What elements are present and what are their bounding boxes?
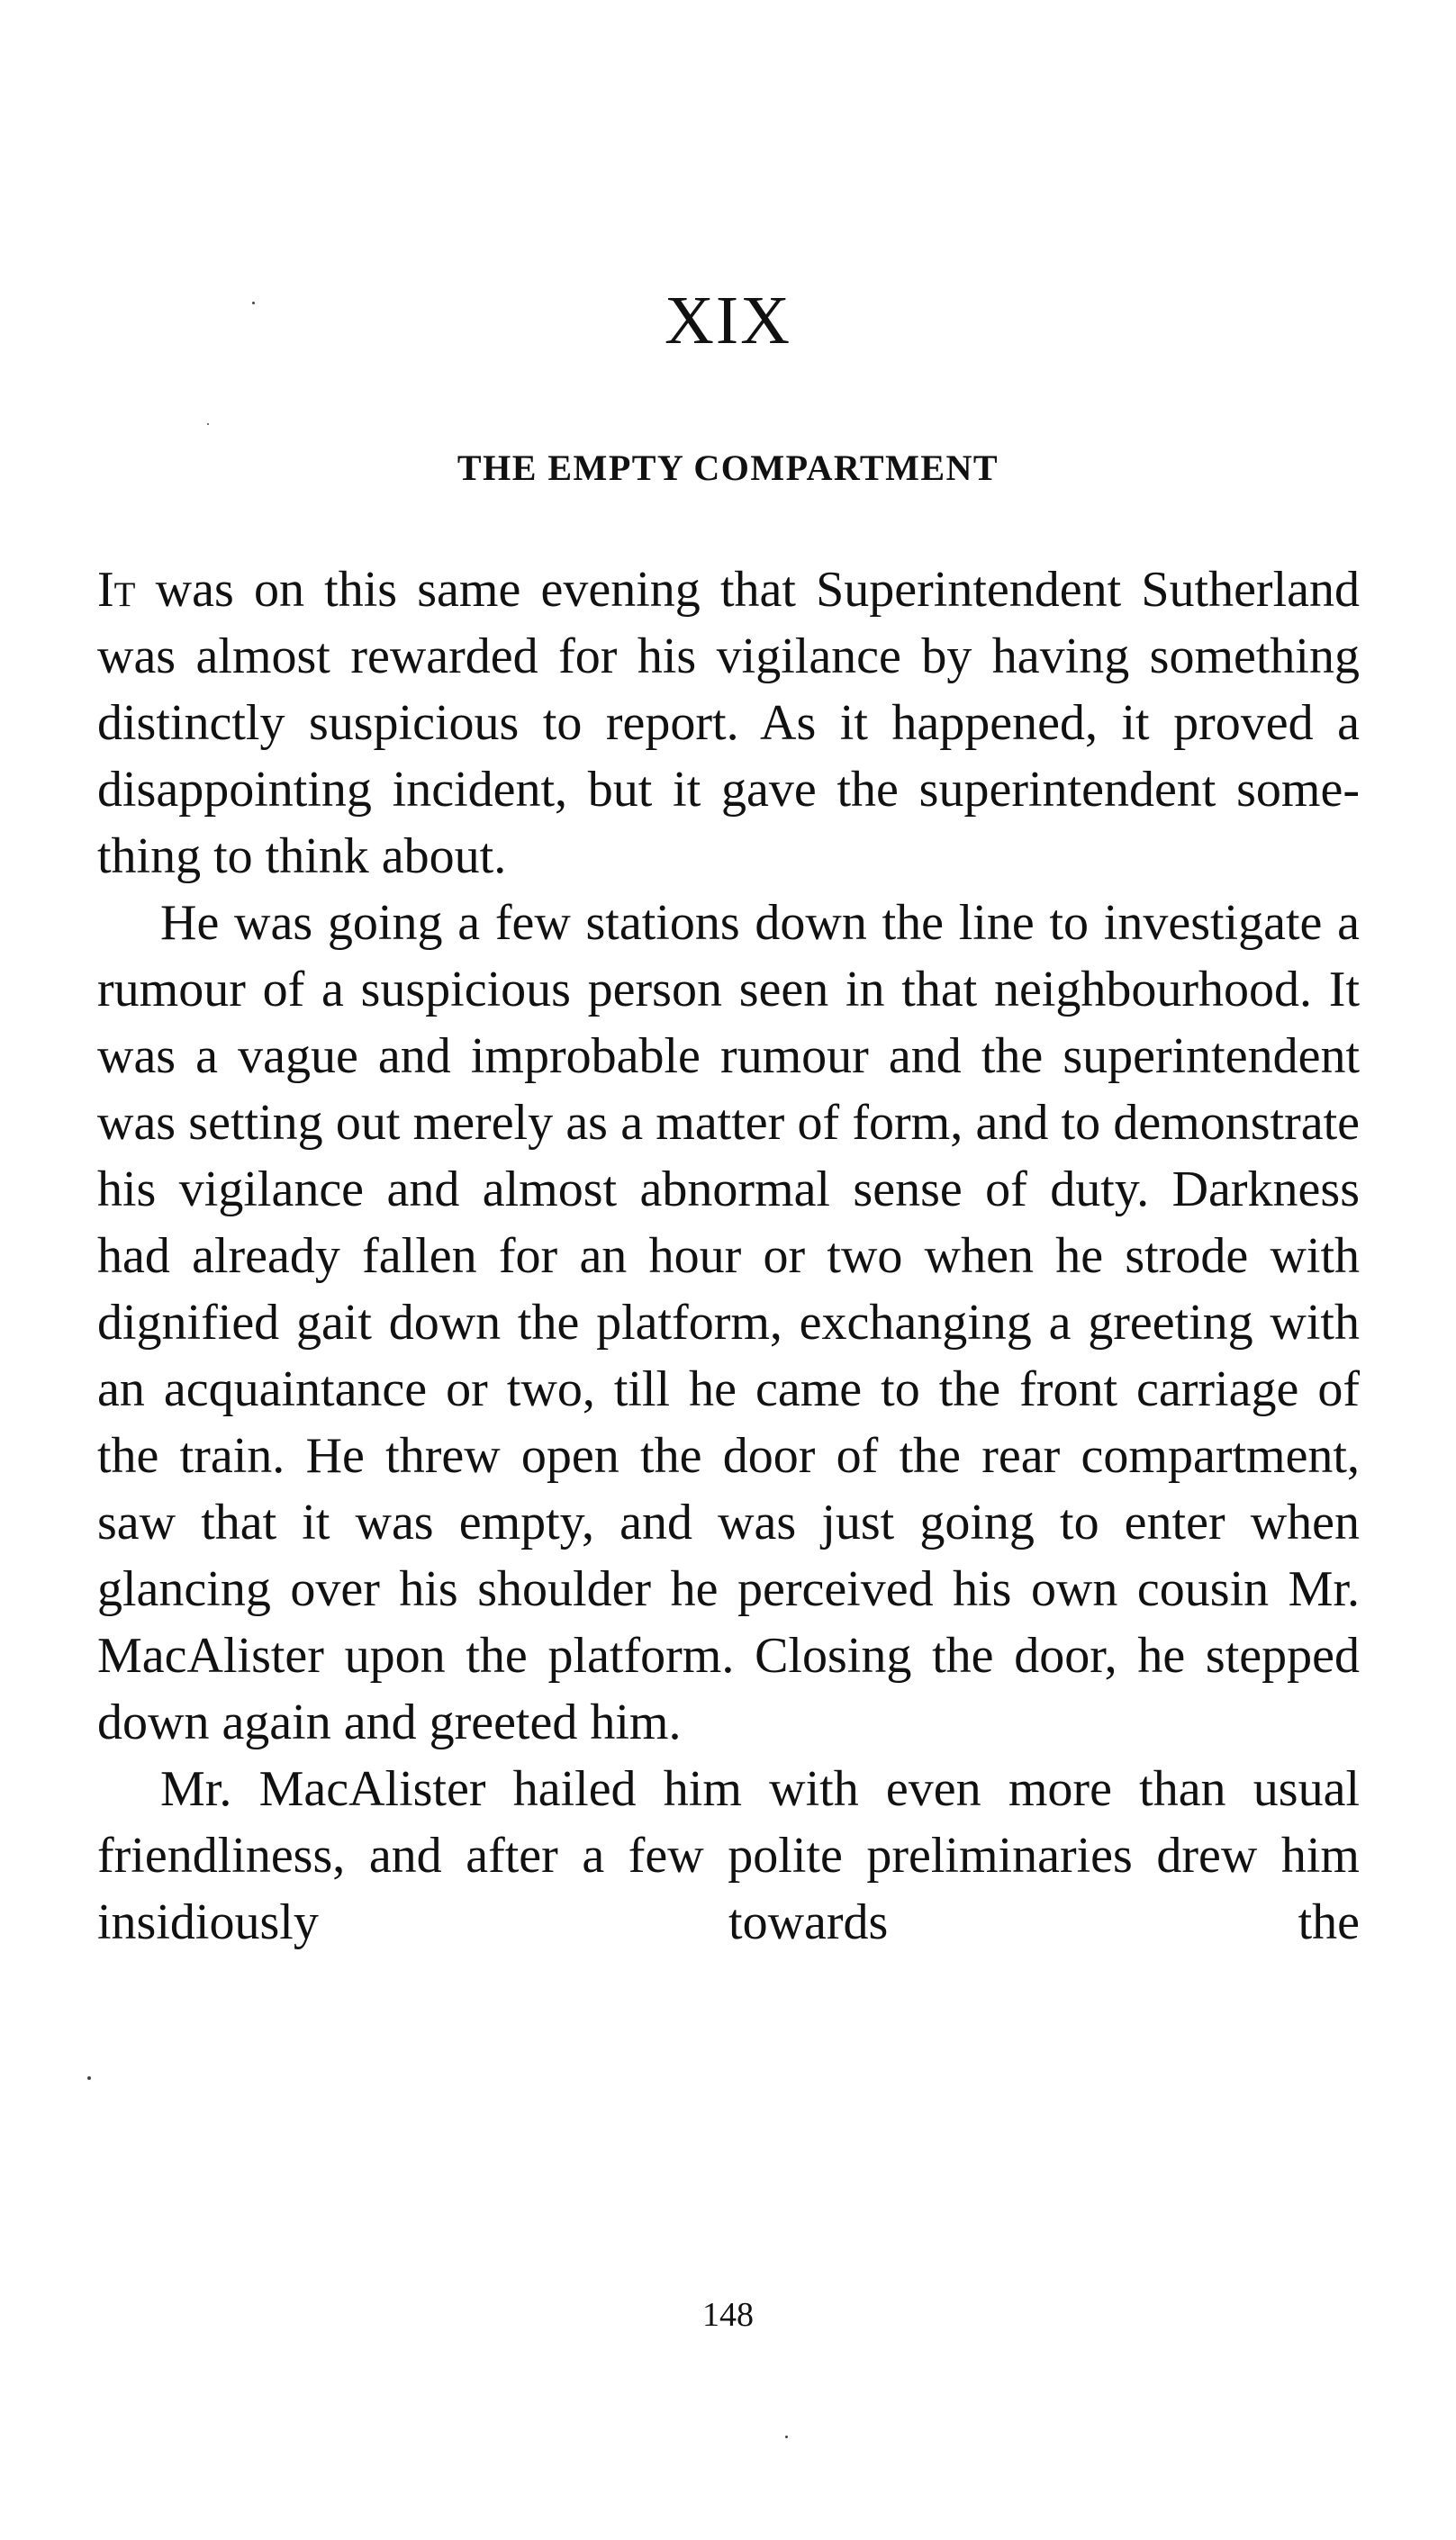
paragraph-lead-word: It — [97, 562, 136, 618]
paragraph-1-text: was on this same evening that Superintendent Sutherland was almost rewarded for his vigilance by having something distinctly suspicious to report. As it happened, it proved a disappointing incident, but it gave the superintendent something to think about. — [97, 562, 1360, 884]
chapter-title: THE EMPTY COMPARTMENT — [457, 447, 999, 488]
paragraph-1 — [97, 556, 1360, 890]
scan-speck — [207, 423, 209, 425]
scan-speck — [785, 2436, 788, 2438]
paragraph-3: Mr. MacAlister hailed him with even more than usual friendliness, and after a few polite preliminaries drew him insidiously towards the — [97, 1761, 1360, 1950]
paragraph-2: He was going a few stations down the line to investigate a rumour of a suspicious person seen in that neighbourhood. It was a vague and improbable rumour and the superintendent was setting out merely as a matter of form, and to demonstrate his vigilance and almost abnormal sense of duty. Darkness had already fallen for an hour or two when he strode with dignified gait down the platform, exchanging a greeting with an acquaintance or two, till he came to the front carriage of the train. He threw open the door of the rear compartment, saw that it was empty, and was just going to enter when glancing over his shoulder he perceived his own cousin Mr. MacAlister upon the platform. Closing the door, he stepped down again and greeted him. — [97, 895, 1360, 1750]
page-number: 148 — [702, 2296, 754, 2334]
scan-speck — [87, 2076, 91, 2080]
body-text — [97, 556, 1360, 1956]
chapter-number: XIX — [664, 283, 792, 358]
